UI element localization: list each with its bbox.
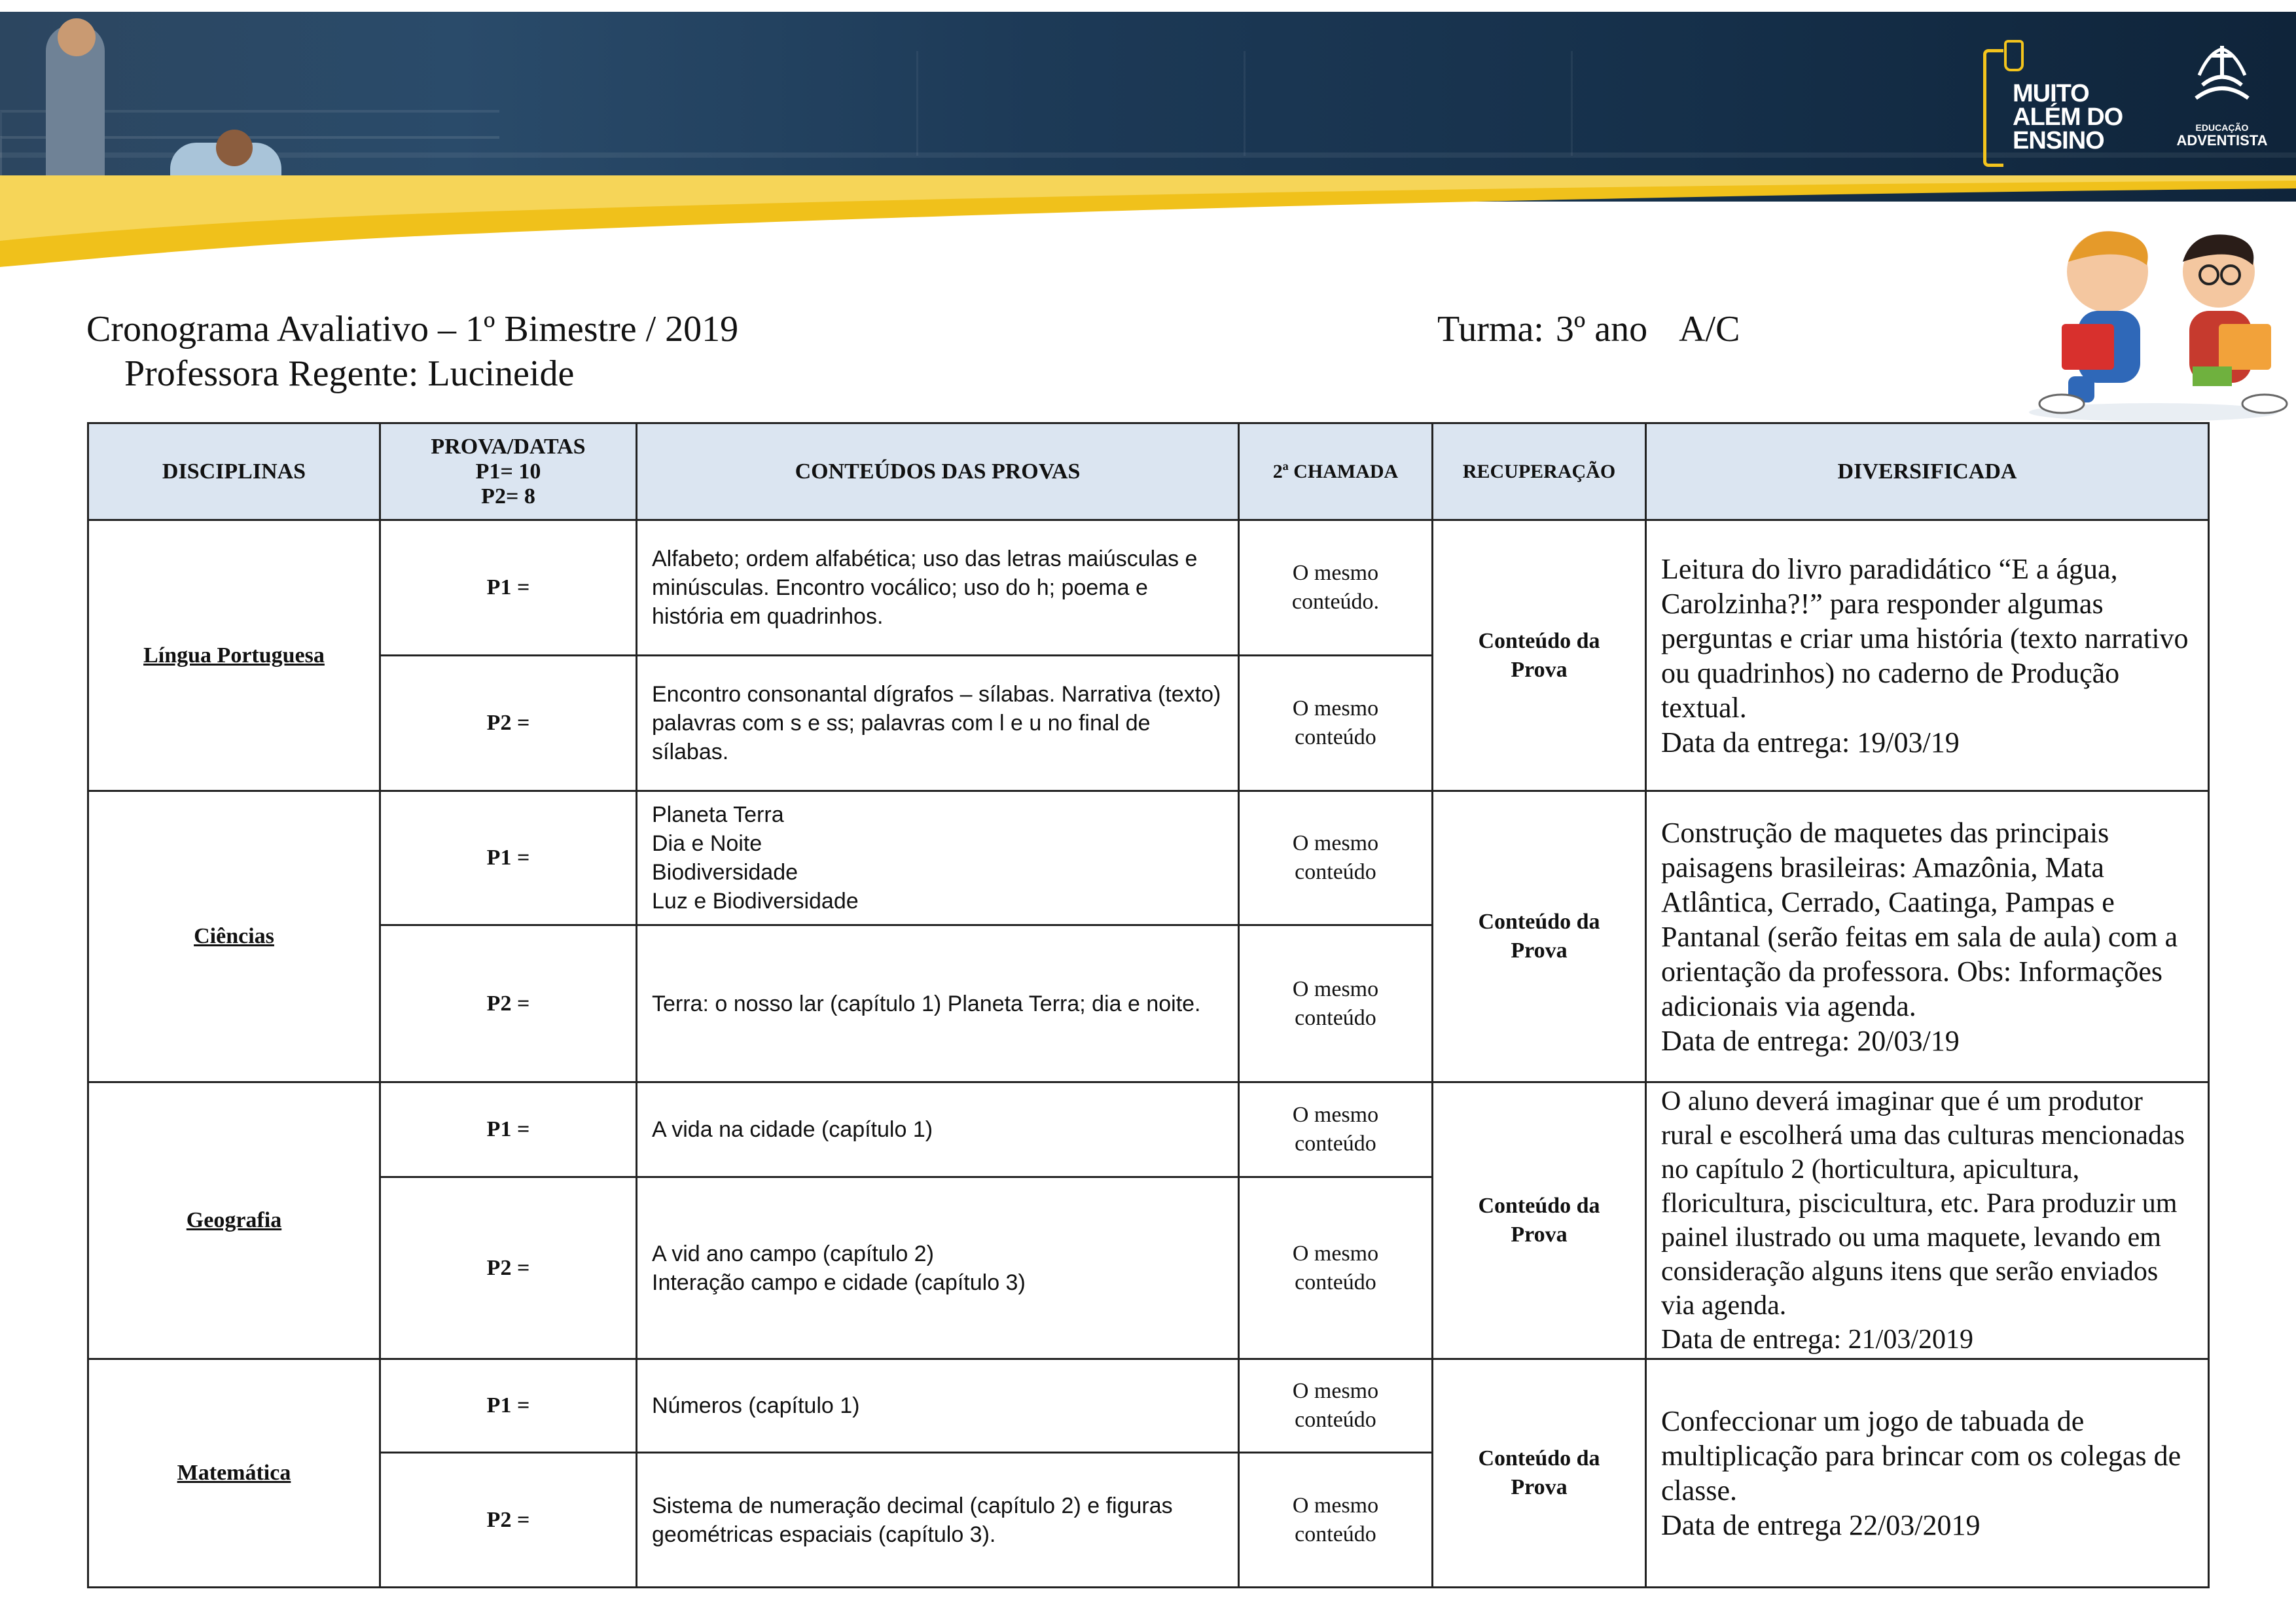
p2-label: P2 = [380,656,637,791]
diversificada-cell: O aluno deverá imaginar que é um produtor rural e escolherá uma das culturas mencionadas no capítulo 2 (horticultura, apicultura, floricultura, piscicultura, etc. Para produzir um painel ilustrado ou uma maquete, levando em consideração alguns itens que serão enviados via agenda. Data de entrega: 21/03/2019 [1646,1082,2209,1359]
class-info: Turma: 3º ano A/C [1437,309,1740,349]
delivery-date: Data da entrega: 19/03/19 [1661,726,1960,758]
p2-chamada: O mesmo conteúdo [1239,1453,1433,1588]
header-diversificada: DIVERSIFICADA [1646,423,2209,520]
table-row [88,791,2209,925]
diversificada-cell: Leitura do livro paradidático “E a água, Carolzinha?!” para responder algumas perguntas e criar uma história (texto narrativo ou quadrinhos) no caderno de Produção textual. Data da entrega: 19/03/19 [1646,520,2209,791]
p2-chamada: O mesmo conteúdo [1239,1177,1433,1359]
p1-chamada: O mesmo conteúdo [1239,1082,1433,1177]
p1-content: Números (capítulo 1) [637,1359,1239,1453]
table-header-row [88,423,2209,520]
p1-chamada: O mesmo conteúdo. [1239,520,1433,656]
p1-label: P1 = [380,1359,637,1453]
header-recuperacao: RECUPERAÇÃO [1433,423,1646,520]
page-title: Cronograma Avaliativo – 1º Bimestre / 2019 [86,309,739,349]
delivery-date: Data de entrega 22/03/2019 [1661,1509,1981,1541]
recuperacao-cell: Conteúdo da Prova [1433,520,1646,791]
p1-label: P1 = [380,520,637,656]
p1-content: Alfabeto; ordem alfabética; uso das letras maiúsculas e minúsculas. Encontro vocálico; uso do h; poema e história em quadrinhos. [637,520,1239,656]
recuperacao-cell: Conteúdo da Prova [1433,1082,1646,1359]
p1-chamada: O mesmo conteúdo [1239,791,1433,925]
p2-chamada: O mesmo conteúdo [1239,925,1433,1082]
p2-label: P2 = [380,1453,637,1588]
recuperacao-cell: Conteúdo da Prova [1433,791,1646,1082]
p2-content: A vid ano campo (capítulo 2) Interação campo e cidade (capítulo 3) [637,1177,1239,1359]
p2-label: P2 = [380,925,637,1082]
header-prova-datas: PROVA/DATAS P1= 10 P2= 8 [380,423,637,520]
p1-chamada: O mesmo conteúdo [1239,1359,1433,1453]
diversificada-cell: Construção de maquetes das principais paisagens brasileiras: Amazônia, Mata Atlântica, Cerrado, Caatinga, Pampas e Pantanal (serão feitas em sala de aula) com a orientação da professora. Obs: Informações adicionais via agenda. Data de entrega: 20/03/19 [1646,791,2209,1082]
header-segunda-chamada: 2ª CHAMADA [1239,423,1433,520]
evaluation-schedule-table [87,422,2210,1588]
subject-lingua-portuguesa: Língua Portuguesa [88,520,380,791]
table-row [88,1082,2209,1177]
p1-label: P1 = [380,791,637,925]
delivery-date: Data de entrega: 21/03/2019 [1661,1325,1974,1355]
header-banner [0,0,2296,275]
p1-content: Planeta Terra Dia e Noite Biodiversidade Luz e Biodiversidade [637,791,1239,925]
p2-label: P2 = [380,1177,637,1359]
educacao-adventista-logo: EDUCAÇÃO ADVENTISTA [2173,39,2271,157]
p2-content: Encontro consonantal dígrafos – sílabas. Narrativa (texto) palavras com s e ss; palavras com l e u no final de sílabas. [637,656,1239,791]
header-conteudos: CONTEÚDOS DAS PROVAS [637,423,1239,520]
p2-content: Terra: o nosso lar (capítulo 1) Planeta Terra; dia e noite. [637,925,1239,1082]
p2-chamada: O mesmo conteúdo [1239,656,1433,791]
table-row [88,1359,2209,1453]
subject-geografia: Geografia [88,1082,380,1359]
muito-alem-do-ensino-logo: MUITO ALÉM DO ENSINO [1983,43,2153,167]
diversificada-cell: Confeccionar um jogo de tabuada de multiplicação para brincar com os colegas de classe. Data de entrega 22/03/2019 [1646,1359,2209,1588]
subject-matematica: Matemática [88,1359,380,1588]
adventista-emblem-icon [2183,39,2261,111]
recuperacao-cell: Conteúdo da Prova [1433,1359,1646,1588]
p1-content: A vida na cidade (capítulo 1) [637,1082,1239,1177]
p1-label: P1 = [380,1082,637,1177]
delivery-date: Data de entrega: 20/03/19 [1661,1024,1960,1057]
subject-ciencias: Ciências [88,791,380,1082]
header-disciplinas: DISCIPLINAS [88,423,380,520]
p2-content: Sistema de numeração decimal (capítulo 2) e figuras geométricas espaciais (capítulo 3). [637,1453,1239,1588]
table-row [88,520,2209,656]
kids-reading-illustration [2022,226,2291,422]
yellow-swoosh-decoration [0,175,2296,274]
banner-photo [0,12,2296,202]
teacher-name: Professora Regente: Lucineide [124,353,575,394]
